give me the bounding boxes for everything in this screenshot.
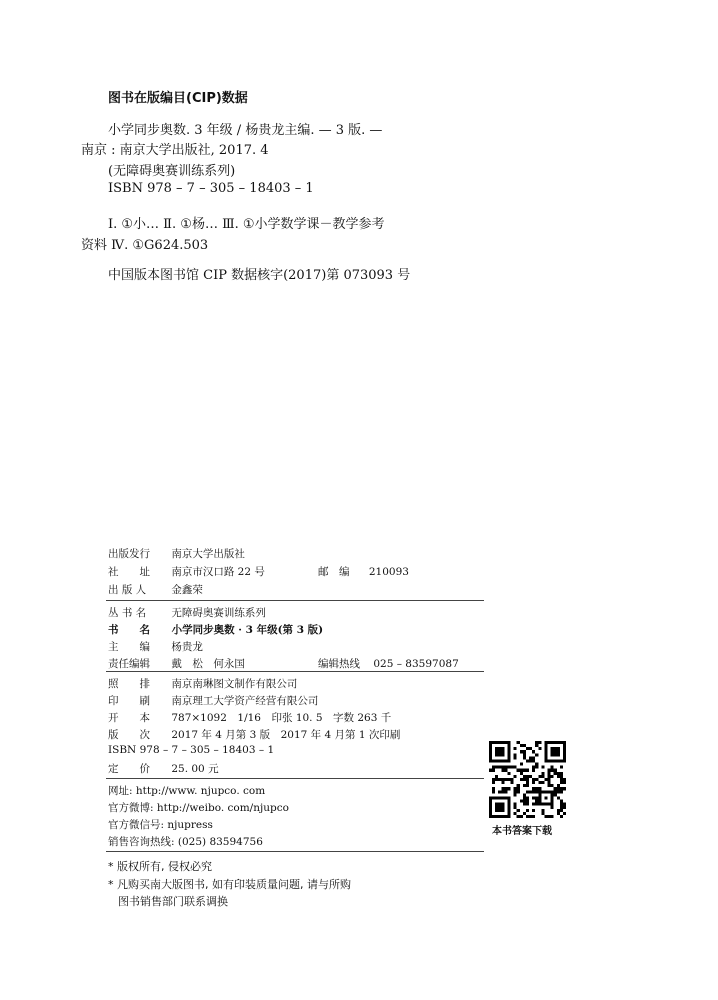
qr-caption: 本书答案下载: [492, 826, 552, 837]
book-value: 小学同步奥数 · 3 年级(第 3 版): [171, 624, 324, 636]
resp-editor-label: 责任编辑: [108, 658, 150, 670]
address-value: 南京市汉口路 22 号: [171, 566, 265, 578]
publisher-label: 出版发行: [108, 548, 150, 560]
edition-label: 版 次: [108, 729, 150, 741]
quality-note-cont: 图书销售部门联系调换: [118, 895, 228, 908]
cip-classification-cont: 资料 Ⅳ. ①G624.503: [81, 238, 209, 253]
hotline-label: 编辑热线: [318, 658, 360, 670]
divider: [106, 851, 484, 852]
edition-row: [108, 727, 400, 742]
typeset-label: 照 排: [108, 678, 150, 690]
series-label: 丛 书 名: [108, 607, 147, 619]
editor-label: 主 编: [108, 641, 150, 653]
book-row: [108, 622, 323, 637]
cip-line: 小学同步奥数. 3 年级 / 杨贵龙主编. — 3 版. —: [108, 123, 383, 138]
series-value: 无障碍奥赛训练系列: [171, 607, 266, 619]
postcode-label: 邮 编: [318, 566, 350, 578]
head-row: [108, 582, 203, 597]
sales-hotline-line: 销售咨询热线: (025) 83594756: [108, 836, 263, 848]
head-value: 金鑫荣: [171, 584, 203, 596]
postcode-value: 210093: [368, 566, 409, 578]
cip-isbn: ISBN 978 – 7 – 305 – 18403 – 1: [108, 181, 314, 196]
edition-value: 2017 年 4 月第 3 版 2017 年 4 月第 1 次印刷: [171, 729, 401, 741]
publisher-row: [108, 546, 245, 561]
format-label: 开 本: [108, 712, 150, 724]
hotline-value: 025 – 83597087: [373, 658, 459, 670]
address-label: 社 址: [108, 566, 150, 578]
editor-value: 杨贵龙: [171, 641, 203, 653]
head-label: 出 版 人: [108, 584, 147, 596]
print-row: [108, 693, 318, 708]
typeset-value: 南京南琳图文制作有限公司: [171, 678, 298, 690]
address-row: [108, 564, 265, 579]
divider: [106, 671, 484, 672]
isbn-row: ISBN 978 – 7 – 305 – 18403 – 1: [108, 744, 275, 756]
hotline-row: [318, 656, 459, 671]
copyright-note: * 版权所有, 侵权必究: [108, 860, 212, 873]
print-label: 印 刷: [108, 695, 150, 707]
format-value: 787×1092 1/16 印张 10. 5 字数 263 千: [171, 712, 392, 724]
price-row: [108, 761, 219, 776]
resp-editor-row: [108, 656, 245, 671]
qr-code-icon[interactable]: [489, 741, 566, 818]
price-value: 25. 00 元: [171, 763, 219, 775]
cip-classification: Ⅰ. ①小… Ⅱ. ①杨… Ⅲ. ①小学数学课－教学参考: [108, 217, 385, 232]
publisher-value: 南京大学出版社: [171, 548, 245, 560]
weibo-line: 官方微博: http://weibo. com/njupco: [108, 802, 289, 814]
book-label: 书 名: [108, 624, 150, 636]
format-row: [108, 710, 391, 725]
divider: [106, 600, 484, 601]
resp-editor-value: 戴 松 何永国: [171, 658, 245, 670]
price-label: 定 价: [108, 763, 150, 775]
cip-line: (无障碍奥赛训练系列): [108, 164, 236, 179]
cip-line: 南京 : 南京大学出版社, 2017. 4: [81, 143, 269, 158]
editor-row: [108, 639, 203, 654]
cip-title: 图书在版编目(CIP)数据: [108, 91, 248, 106]
series-row: [108, 605, 266, 620]
website-line: 网址: http://www. njupco. com: [108, 785, 266, 797]
cip-record-number: 中国版本图书馆 CIP 数据核字(2017)第 073093 号: [108, 268, 411, 283]
print-value: 南京理工大学资产经营有限公司: [171, 695, 319, 707]
divider: [106, 778, 484, 779]
typeset-row: [108, 676, 297, 691]
quality-note: * 凡购买南大版图书, 如有印装质量问题, 请与所购: [108, 878, 351, 891]
wechat-line: 官方微信号: njupress: [108, 819, 213, 831]
postcode-row: [318, 564, 409, 579]
